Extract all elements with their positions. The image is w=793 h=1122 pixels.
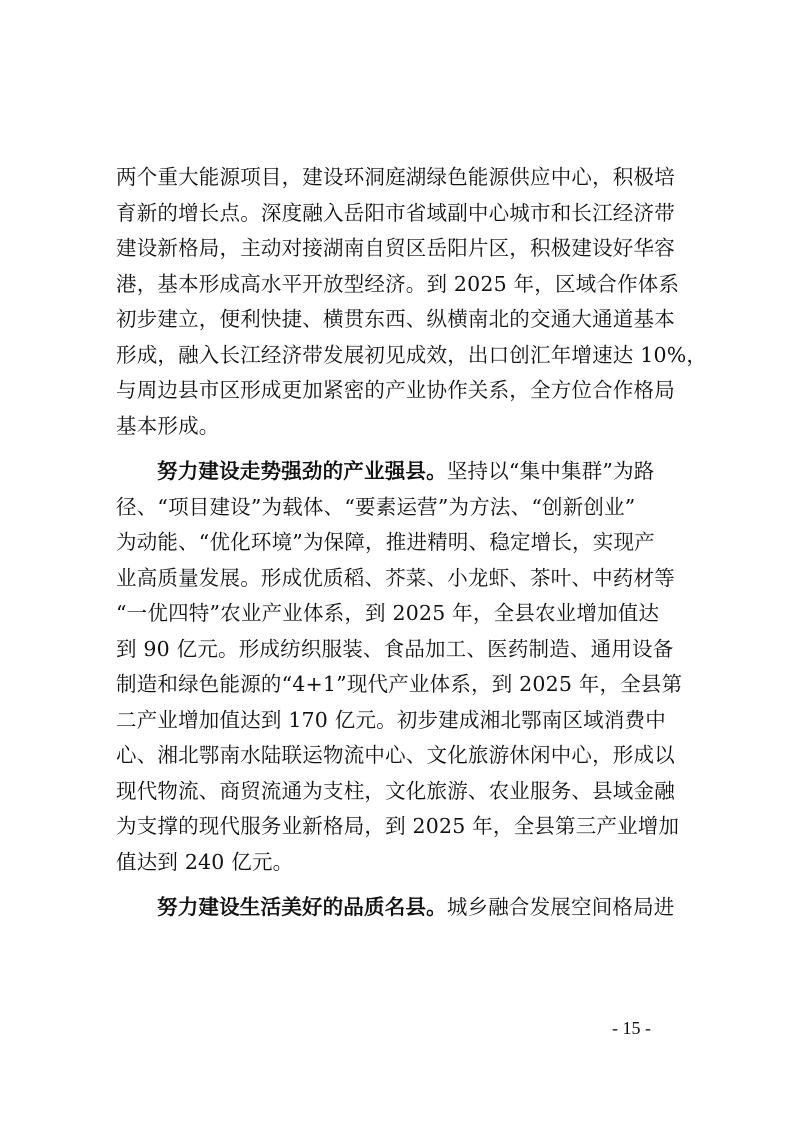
text-line: 心、湘北鄂南水陆联运物流中心、文化旅游休闲中心，形成以 <box>116 743 675 767</box>
paragraph <box>116 160 708 444</box>
paragraph-text: 坚持以“集中集群”为路 <box>446 459 655 483</box>
paragraph-heading: 努力建设走势强劲的产业强县。 <box>157 459 447 483</box>
text-line: 育新的增长点。深度融入岳阳市省域副中心城市和长江经济带 <box>116 200 675 225</box>
text-line: 形成，融入长江经济带发展初见成效，出口创汇年增速达 10%， <box>116 342 708 367</box>
text-line <box>116 890 686 926</box>
text-line: 基本形成。 <box>116 413 220 438</box>
text-line: 现代物流、商贸流通为支柱，文化旅游、农业服务、县域金融 <box>116 778 675 803</box>
text-line: 建设新格局，主动对接湖南自贸区岳阳片区，积极建设好华容 <box>116 236 675 260</box>
paragraph-text: 城乡融合发展空间格局进 <box>446 895 675 919</box>
paragraph <box>116 454 686 880</box>
text-line: 到 90 亿元。形成纺织服装、食品加工、医药制造、通用设备 <box>116 636 674 661</box>
text-line <box>116 454 686 490</box>
paragraph <box>116 890 686 926</box>
text-line: 二产业增加值达到 170 亿元。初步建成湘北鄂南区域消费中 <box>116 707 666 732</box>
paragraph-gap <box>116 880 686 890</box>
text-line: 两个重大能源项目，建设环洞庭湖绿色能源供应中心，积极培 <box>116 165 675 189</box>
text-line: “一优四特”农业产业体系，到 2025 年，全县农业增加值达 <box>116 601 660 625</box>
text-line: 为动能、“优化环境”为保障，推进精明、稳定增长，实现产 <box>116 530 655 554</box>
paragraph-gap <box>116 444 686 454</box>
paragraph-heading: 努力建设生活美好的品质名县。 <box>157 895 447 919</box>
text-line: 值达到 240 亿元。 <box>116 849 294 874</box>
text-line: 为支撑的现代服务业新格局，到 2025 年，全县第三产业增加 <box>116 814 680 838</box>
text-line: 制造和绿色能源的“4+1”现代产业体系，到 2025 年，全县第 <box>116 672 683 696</box>
text-line: 港，基本形成高水平开放型经济。到 2025 年，区域合作体系 <box>116 271 680 296</box>
page-number: - 15 - <box>612 1018 651 1038</box>
text-line: 径、“项目建设”为载体、“要素运营”为方法、“创新创业” <box>116 494 636 519</box>
text-line: 与周边县市区形成更加紧密的产业协作关系，全方位合作格局 <box>116 378 675 402</box>
text-line: 初步建立，便利快捷、横贯东西、纵横南北的交通大通道基本 <box>116 307 675 331</box>
text-line: 业高质量发展。形成优质稻、芥菜、小龙虾、茶叶、中药材等 <box>116 565 675 590</box>
body-text <box>116 160 708 926</box>
